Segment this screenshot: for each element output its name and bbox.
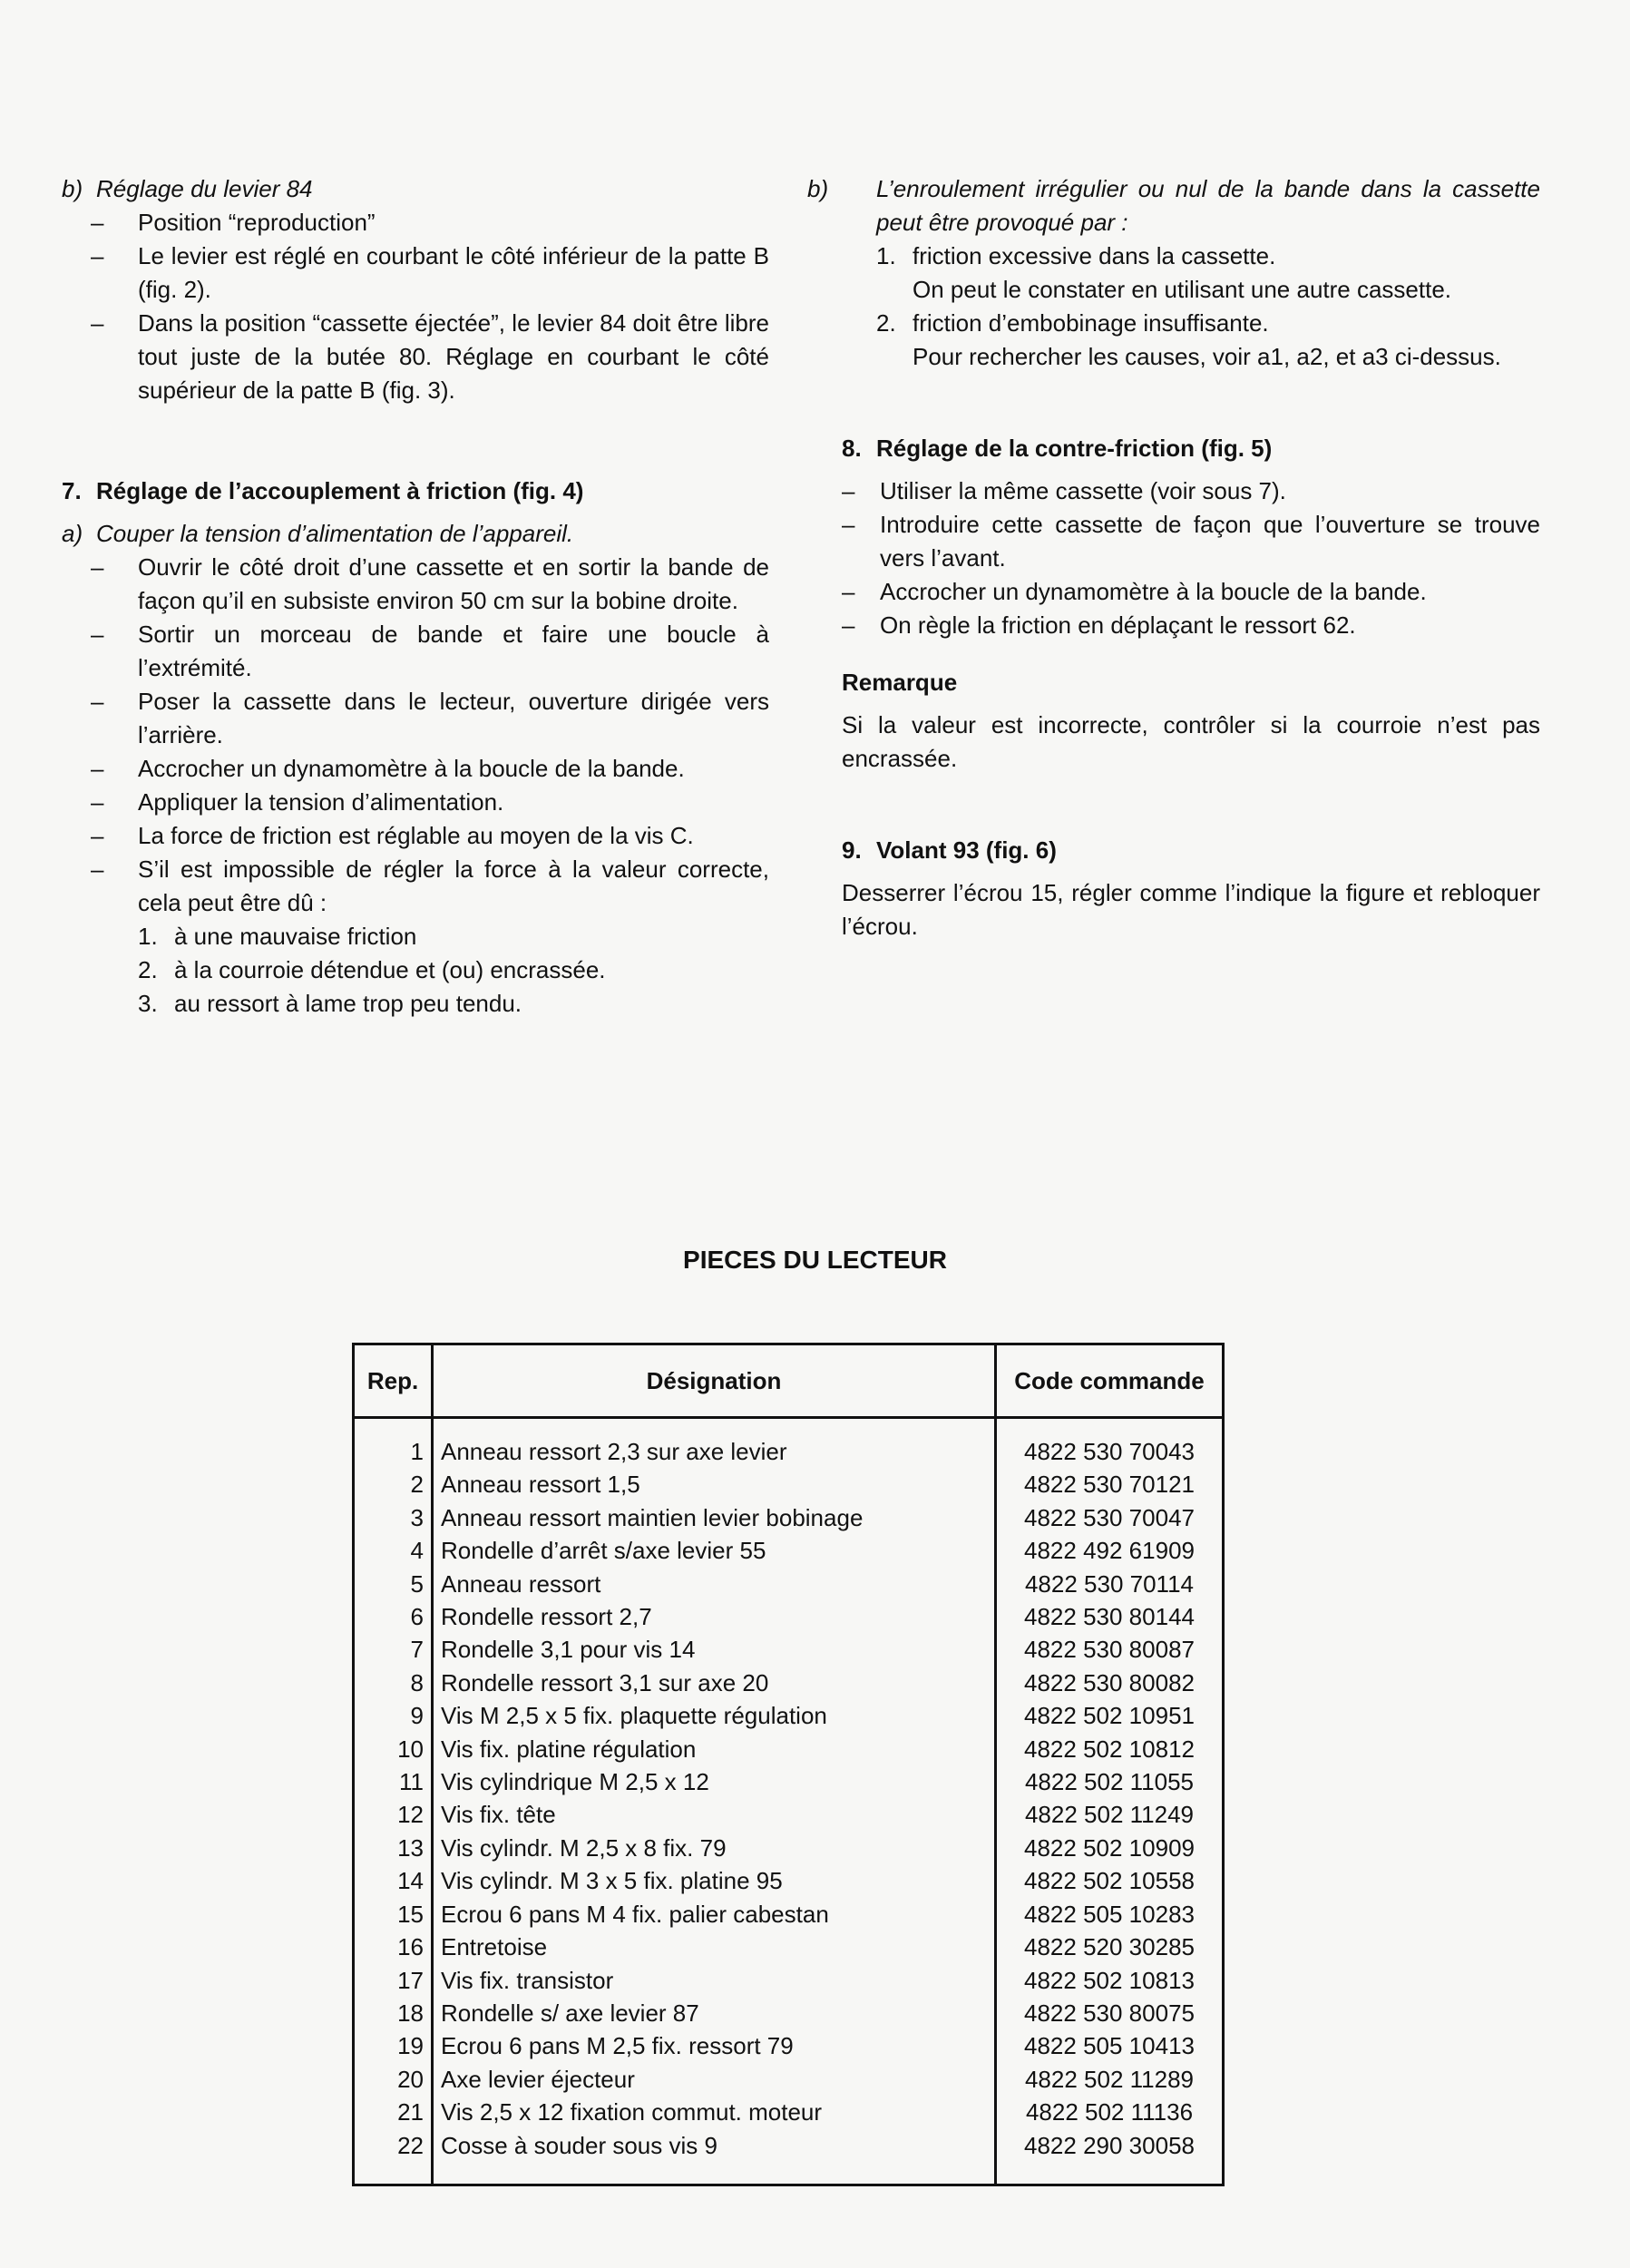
cell-designation: Anneau ressort 2,3 sur axe levier [441, 1438, 787, 1465]
cell-rep: 17 [354, 1964, 433, 1997]
header-rep: Rep. [354, 1344, 433, 1418]
cell-rep: 1 [354, 1435, 433, 1468]
cell-designation: Vis fix. tête [441, 1801, 556, 1829]
table-row [354, 1501, 1224, 1534]
cell-designation: Axe levier éjecteur [441, 2065, 635, 2093]
list-item: 2. friction d’embobinage insuffisante. Pour rechercher les causes, voir a1, a2, et a3 ci-dessus. [876, 309, 1501, 370]
cell-rep: 20 [354, 2063, 433, 2096]
cell-rep: 18 [354, 1997, 433, 2029]
list-item: – Poser la cassette dans le lecteur, ouverture dirigée vers l’arrière. [62, 685, 769, 752]
cell-rep: 5 [354, 1568, 433, 1600]
cell-designation: Anneau ressort maintien levier bobinage [441, 1503, 864, 1531]
list-item: – Ouvrir le côté droit d’une cassette et en sortir la bande de façon qu’il en subsiste environ 50 cm sur la bobine droite. [62, 551, 769, 618]
header-code: Code commande [996, 1344, 1224, 1418]
cell-rep: 9 [354, 1699, 433, 1732]
instruction-list [842, 474, 1540, 642]
cell-rep: 6 [354, 1600, 433, 1633]
section-9 [842, 834, 1540, 943]
cell-rep: 7 [354, 1633, 433, 1666]
cell-code: 4822 505 10413 [996, 2029, 1224, 2062]
cell-designation: Rondelle ressort 2,7 [441, 1603, 652, 1631]
parts-title: PIECES DU LECTEUR [683, 1246, 947, 1274]
cell-code: 4822 530 80075 [996, 1997, 1224, 2029]
cell-rep: 12 [354, 1798, 433, 1831]
cell-designation: Vis cylindr. M 3 x 5 fix. platine 95 [441, 1867, 783, 1895]
table-row [354, 1667, 1224, 1699]
cell-rep: 4 [354, 1534, 433, 1567]
table-row [354, 1699, 1224, 1732]
list-item: – Position “reproduction” [62, 206, 769, 240]
table-row [354, 1931, 1224, 1963]
table-row [354, 1534, 1224, 1567]
table-row [354, 1832, 1224, 1864]
cell-code: 4822 290 30058 [996, 2129, 1224, 2162]
section-text: Desserrer l’écrou 15, régler comme l’indique la figure et rebloquer l’écrou. [842, 879, 1540, 940]
sub-heading: b) L’enroulement irrégulier ou nul de la bande dans la cassette peut être provoqué par : [807, 175, 1540, 236]
causes-list [62, 920, 769, 1021]
parts-table [352, 1343, 1225, 2186]
cell-code: 4822 530 80082 [996, 1667, 1224, 1699]
table-row [354, 1435, 1224, 1468]
cell-rep: 16 [354, 1931, 433, 1963]
cell-designation: Anneau ressort 1,5 [441, 1471, 640, 1499]
instruction-list [62, 206, 769, 407]
cell-code: 4822 520 30285 [996, 1931, 1224, 1963]
cell-code: 4822 502 10558 [996, 1864, 1224, 1897]
cell-code: 4822 502 11136 [996, 2096, 1224, 2128]
section-title: Volant 93 (fig. 6) [876, 836, 1057, 864]
cell-rep: 13 [354, 1832, 433, 1864]
list-item: 3. au ressort à lame trop peu tendu. [138, 990, 522, 1017]
section-8 [842, 432, 1540, 776]
right-column [807, 172, 1540, 943]
cell-designation: Rondelle s/ axe levier 87 [441, 1999, 699, 2027]
table-row [354, 2096, 1224, 2128]
table-row [354, 2063, 1224, 2096]
cell-designation: Cosse à souder sous vis 9 [441, 2131, 717, 2159]
cell-code: 4822 502 11289 [996, 2063, 1224, 2096]
section-b-winding [807, 172, 1540, 374]
cell-designation: Vis cylindrique M 2,5 x 12 [441, 1768, 709, 1796]
section-title: Réglage de l’accouplement à friction (fig. 4) [96, 477, 584, 504]
section-7 [62, 474, 769, 1021]
section-b-lever [62, 172, 769, 407]
sub-heading-title: Réglage du levier 84 [96, 175, 313, 202]
remark-title: Remarque [842, 669, 958, 696]
cell-designation: Vis fix. platine régulation [441, 1735, 697, 1763]
left-column [62, 172, 769, 1021]
header-designation: Désignation [433, 1344, 996, 1418]
list-item: 1. à une mauvaise friction [138, 923, 417, 950]
cell-rep: 3 [354, 1501, 433, 1534]
cell-rep: 2 [354, 1468, 433, 1501]
cell-code: 4822 502 10909 [996, 1832, 1224, 1864]
list-item: – On règle la friction en déplaçant le ressort 62. [842, 609, 1540, 642]
cell-code: 4822 502 10951 [996, 1699, 1224, 1732]
list-item: – S’il est impossible de régler la force à la valeur correcte, cela peut être dû : [62, 853, 769, 920]
cell-rep: 11 [354, 1765, 433, 1798]
cell-code: 4822 530 70047 [996, 1501, 1224, 1534]
list-item: – Accrocher un dynamomètre à la boucle de la bande. [62, 752, 769, 786]
table-row [354, 1864, 1224, 1897]
cell-designation: Vis fix. transistor [441, 1966, 614, 1994]
cell-code: 4822 502 10812 [996, 1733, 1224, 1765]
cell-code: 4822 530 80144 [996, 1600, 1224, 1633]
cell-designation: Rondelle 3,1 pour vis 14 [441, 1636, 696, 1664]
sub-heading-title: Couper la tension d’alimentation de l’appareil. [96, 520, 574, 547]
cell-designation: Vis cylindr. M 2,5 x 8 fix. 79 [441, 1833, 727, 1862]
cell-rep: 10 [354, 1733, 433, 1765]
section-title: Réglage de la contre-friction (fig. 5) [876, 435, 1273, 462]
table-row [354, 1568, 1224, 1600]
cell-rep: 8 [354, 1667, 433, 1699]
list-item: – Appliquer la tension d’alimentation. [62, 786, 769, 819]
cell-designation: Anneau ressort [441, 1569, 601, 1598]
table-row [354, 1765, 1224, 1798]
list-item: – Utiliser la même cassette (voir sous 7). [842, 474, 1540, 508]
table-row [354, 1600, 1224, 1633]
cell-code: 4822 505 10283 [996, 1898, 1224, 1931]
cell-rep: 21 [354, 2096, 433, 2128]
remark-text: Si la valeur est incorrecte, contrôler si la courroie n’est pas encrassée. [842, 711, 1540, 772]
parts-body [354, 1418, 1224, 2185]
list-item: – Dans la position “cassette éjectée”, le levier 84 doit être libre tout juste de la butée 80. Réglage en courbant le côté supérieur de la patte B (fig. 3). [62, 307, 769, 407]
cell-designation: Rondelle d’arrêt s/axe levier 55 [441, 1537, 766, 1565]
cell-code: 4822 502 10813 [996, 1964, 1224, 1997]
list-item: – La force de friction est réglable au moyen de la vis C. [62, 819, 769, 853]
cell-designation: Ecrou 6 pans M 4 fix. palier cabestan [441, 1900, 829, 1928]
sub-heading-title: L’enroulement irrégulier ou nul de la bande dans la cassette peut être provoqué par : [876, 175, 1540, 236]
causes-list [842, 240, 1540, 374]
cell-rep: 15 [354, 1898, 433, 1931]
cell-designation: Vis 2,5 x 12 fixation commut. moteur [441, 2098, 823, 2126]
list-item: – Introduire cette cassette de façon que l’ouverture se trouve vers l’avant. [842, 508, 1540, 575]
cell-code: 4822 502 11055 [996, 1765, 1224, 1798]
instruction-list [62, 551, 769, 920]
table-row [354, 2029, 1224, 2062]
section-heading: 9. Volant 93 (fig. 6) [842, 836, 1057, 864]
table-row [354, 1733, 1224, 1765]
sub-heading: b) Réglage du levier 84 [62, 175, 313, 202]
list-item: – Le levier est réglé en courbant le côté inférieur de la patte B (fig. 2). [62, 240, 769, 307]
table-row [354, 2129, 1224, 2162]
cell-designation: Vis M 2,5 x 5 fix. plaquette régulation [441, 1702, 827, 1730]
cell-rep: 19 [354, 2029, 433, 2062]
cell-code: 4822 502 11249 [996, 1798, 1224, 1831]
cell-designation: Rondelle ressort 3,1 sur axe 20 [441, 1668, 769, 1696]
table-row [354, 1633, 1224, 1666]
sub-heading: a) Couper la tension d’alimentation de l’appareil. [62, 520, 574, 547]
section-heading: 8. Réglage de la contre-friction (fig. 5) [842, 435, 1273, 462]
cell-rep: 14 [354, 1864, 433, 1897]
section-heading: 7. Réglage de l’accouplement à friction (fig. 4) [62, 477, 584, 504]
table-row [354, 1798, 1224, 1831]
cell-code: 4822 530 80087 [996, 1633, 1224, 1666]
list-item: – Sortir un morceau de bande et faire une boucle à l’extrémité. [62, 618, 769, 685]
list-item: – Accrocher un dynamomètre à la boucle de la bande. [842, 575, 1540, 609]
cell-designation: Entretoise [441, 1933, 548, 1961]
table-row [354, 1898, 1224, 1931]
table-row [354, 1964, 1224, 1997]
cell-code: 4822 530 70043 [996, 1435, 1224, 1468]
list-item: 2. à la courroie détendue et (ou) encrassée. [138, 956, 606, 983]
cell-designation: Ecrou 6 pans M 2,5 fix. ressort 79 [441, 2032, 794, 2060]
cell-code: 4822 492 61909 [996, 1534, 1224, 1567]
list-item: 1. friction excessive dans la cassette. On peut le constater en utilisant une autre cassette. [876, 242, 1452, 303]
cell-code: 4822 530 70114 [996, 1568, 1224, 1600]
table-row [354, 1468, 1224, 1501]
table-row [354, 1997, 1224, 2029]
cell-rep: 22 [354, 2129, 433, 2162]
cell-code: 4822 530 70121 [996, 1468, 1224, 1501]
table-header-row [354, 1344, 1224, 1418]
